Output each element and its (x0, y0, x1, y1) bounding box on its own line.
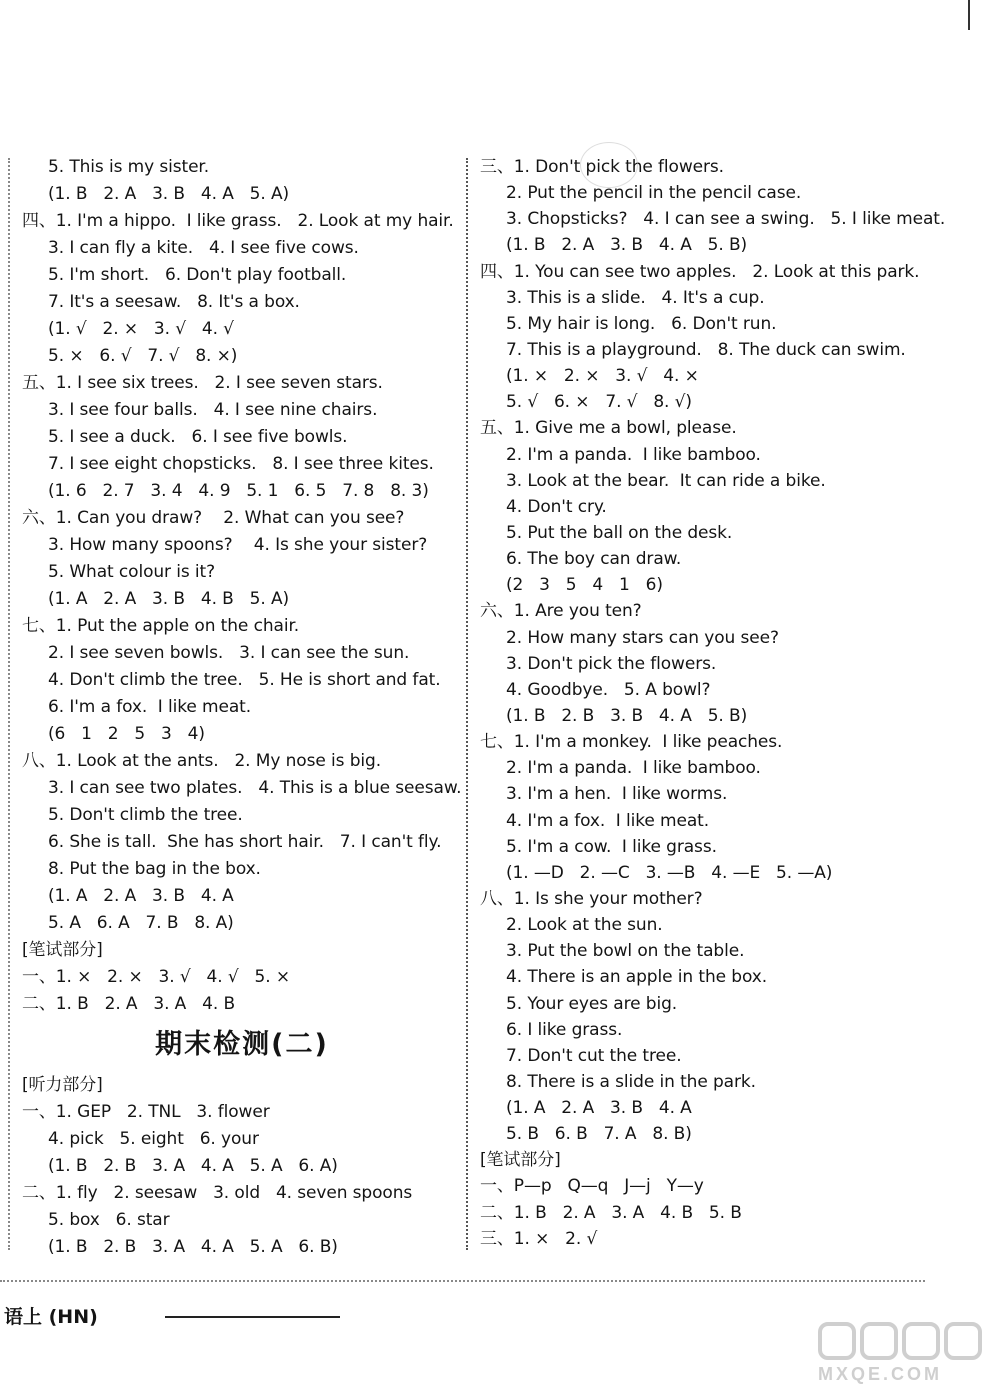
answer-line: 3. Don't pick the flowers. (506, 653, 717, 674)
answer-line: 三、1. × 2. √ (480, 1228, 598, 1249)
answer-line: 3. Put the bowl on the table. (506, 941, 745, 962)
answer-line: 4. Goodbye. 5. A bowl? (506, 679, 711, 700)
answer-line: 八、1. Is she your mother? (480, 888, 703, 909)
left-answer-column (22, 154, 462, 1261)
section-heading: 期末检测(二) (155, 1029, 329, 1060)
answer-line: 5. My hair is long. 6. Don't run. (506, 313, 777, 334)
answer-line: (1. B 2. A 3. B 4. A 5. B) (506, 235, 748, 256)
answer-line: 5. I see a duck. 6. I see five bowls. (48, 427, 348, 447)
answer-line: (1. × 2. × 3. √ 4. × (506, 366, 699, 387)
answer-line: 2. Look at the sun. (506, 915, 663, 936)
answer-line: 2. I'm a panda. I like bamboo. (506, 444, 761, 465)
answer-line: 七、1. Put the apple on the chair. (22, 616, 300, 636)
answer-line: 3. How many spoons? 4. Is she your sister? (48, 535, 428, 555)
left-margin-rule (8, 158, 10, 1250)
answer-line: 7. It's a seesaw. 8. It's a box. (48, 292, 300, 312)
faint-stamp-mark (580, 142, 638, 188)
answer-line: 5. × 6. √ 7. √ 8. ×) (48, 346, 238, 366)
answer-line: 5. I'm a cow. I like grass. (506, 836, 717, 857)
answer-line: (1. 6 2. 7 3. 4 4. 9 5. 1 6. 5 7. 8 8. 3) (48, 481, 429, 501)
answer-line: 六、1. Are you ten? (480, 601, 642, 622)
answer-line: 七、1. I'm a monkey. I like peaches. (480, 732, 783, 753)
column-divider (466, 158, 468, 1250)
answer-line: 2. Put the pencil in the pencil case. (506, 183, 802, 204)
answer-line: 3. This is a slide. 4. It's a cup. (506, 287, 765, 308)
answer-line: 一、1. GEP 2. TNL 3. flower (22, 1102, 270, 1122)
answer-line: 5. B 6. B 7. A 8. B) (506, 1124, 692, 1145)
footer-rule (0, 1280, 925, 1282)
answer-line: 3. Look at the bear. It can ride a bike. (506, 470, 826, 491)
answer-line: 6. I'm a fox. I like meat. (48, 697, 252, 717)
watermark-glyph-box (944, 1322, 982, 1360)
answer-line: 二、1. fly 2. seesaw 3. old 4. seven spoons (22, 1183, 413, 1203)
answer-line: 3. Chopsticks? 4. I can see a swing. 5. I like meat. (506, 209, 946, 230)
answer-line: 5. This is my sister. (48, 157, 210, 177)
answer-line: 四、1. You can see two apples. 2. Look at this park. (480, 261, 920, 282)
answer-line: [笔试部分] (22, 940, 103, 960)
watermark-logo (818, 1322, 993, 1392)
footer-subject-label: 语上 (HN) (4, 1306, 98, 1328)
answer-line: 5. I'm short. 6. Don't play football. (48, 265, 347, 285)
answer-line: 8. Put the bag in the box. (48, 859, 261, 879)
answer-line: (1. A 2. A 3. B 4. A (48, 886, 234, 906)
answer-line: (1. B 2. B 3. A 4. A 5. A 6. A) (48, 1156, 338, 1176)
answer-line: (1. B 2. B 3. B 4. A 5. B) (506, 705, 748, 726)
answer-line: 3. I see four balls. 4. I see nine chairs. (48, 400, 378, 420)
answer-line: 4. Don't cry. (506, 496, 607, 517)
answer-line: 5. Put the ball on the desk. (506, 522, 733, 543)
answer-line: 2. I'm a panda. I like bamboo. (506, 758, 761, 779)
answer-line: 3. I can fly a kite. 4. I see five cows. (48, 238, 359, 258)
answer-line: 一、1. × 2. × 3. √ 4. √ 5. × (22, 967, 290, 987)
answer-line: (1. A 2. A 3. B 4. B 5. A) (48, 589, 290, 609)
watermark-logo-glyphs (818, 1322, 993, 1360)
watermark-text: MXQE.COM (818, 1364, 943, 1384)
answer-line: (6 1 2 5 3 4) (48, 724, 205, 744)
watermark-glyph-box (818, 1322, 856, 1360)
answer-line: (1. —D 2. —C 3. —B 4. —E 5. —A) (506, 862, 833, 883)
answer-line: [笔试部分] (480, 1150, 561, 1171)
answer-line: 二、1. B 2. A 3. A 4. B (22, 994, 236, 1014)
answer-line: 四、1. I'm a hippo. I like grass. 2. Look at my hair. (22, 211, 454, 231)
answer-line: [听力部分] (22, 1075, 103, 1095)
answer-line: 五、1. I see six trees. 2. I see seven stars. (22, 373, 383, 393)
answer-line: (1. B 2. A 3. B 4. A 5. A) (48, 184, 290, 204)
answer-line: (2 3 5 4 1 6) (506, 575, 663, 596)
answer-line: 5. Don't climb the tree. (48, 805, 243, 825)
answer-line: 5. √ 6. × 7. √ 8. √) (506, 392, 692, 413)
watermark-glyph-box (902, 1322, 940, 1360)
answer-line: (1. B 2. B 3. A 4. A 5. A 6. B) (48, 1237, 338, 1257)
answer-line: 7. This is a playground. 8. The duck can swim. (506, 339, 906, 360)
answer-line: 八、1. Look at the ants. 2. My nose is big. (22, 751, 382, 771)
answer-line: 五、1. Give me a bowl, please. (480, 418, 737, 439)
answer-line: 7. I see eight chopsticks. 8. I see three kites. (48, 454, 434, 474)
answer-line: 2. How many stars can you see? (506, 627, 779, 648)
answer-line: 5. A 6. A 7. B 8. A) (48, 913, 234, 933)
answer-line: 4. Don't climb the tree. 5. He is short and fat. (48, 670, 441, 690)
answer-line: 8. There is a slide in the park. (506, 1071, 756, 1092)
answer-line: 4. I'm a fox. I like meat. (506, 810, 710, 831)
answer-line: 6. The boy can draw. (506, 549, 682, 570)
answer-line: 二、1. B 2. A 3. A 4. B 5. B (480, 1202, 742, 1223)
answer-line: (1. A 2. A 3. B 4. A (506, 1098, 692, 1119)
answer-line: 2. I see seven bowls. 3. I can see the sun. (48, 643, 410, 663)
answer-line: 3. I'm a hen. I like worms. (506, 784, 728, 805)
footer-underline (165, 1316, 340, 1318)
answer-line: 5. What colour is it? (48, 562, 216, 582)
right-answer-column (480, 154, 950, 1252)
answer-line: 4. pick 5. eight 6. your (48, 1129, 259, 1149)
answer-line: 六、1. Can you draw? 2. What can you see? (22, 508, 405, 528)
answer-line: 5. Your eyes are big. (506, 993, 678, 1014)
answer-line: 7. Don't cut the tree. (506, 1045, 682, 1066)
watermark-glyph-box (860, 1322, 898, 1360)
answer-line: (1. √ 2. × 3. √ 4. √ (48, 319, 234, 339)
answer-line: 5. box 6. star (48, 1210, 170, 1230)
answer-line: 一、P—p Q—q J—j Y—y (480, 1176, 704, 1197)
answer-line: 三、1. Don't pick the flowers. (480, 157, 724, 177)
answer-line: 4. There is an apple in the box. (506, 967, 768, 988)
answer-line: 6. I like grass. (506, 1019, 623, 1040)
answer-line: 6. She is tall. She has short hair. 7. I can't fly. (48, 832, 442, 852)
answer-line: 3. I can see two plates. 4. This is a blue seesaw. (48, 778, 462, 798)
corner-crop-mark (968, 0, 970, 30)
